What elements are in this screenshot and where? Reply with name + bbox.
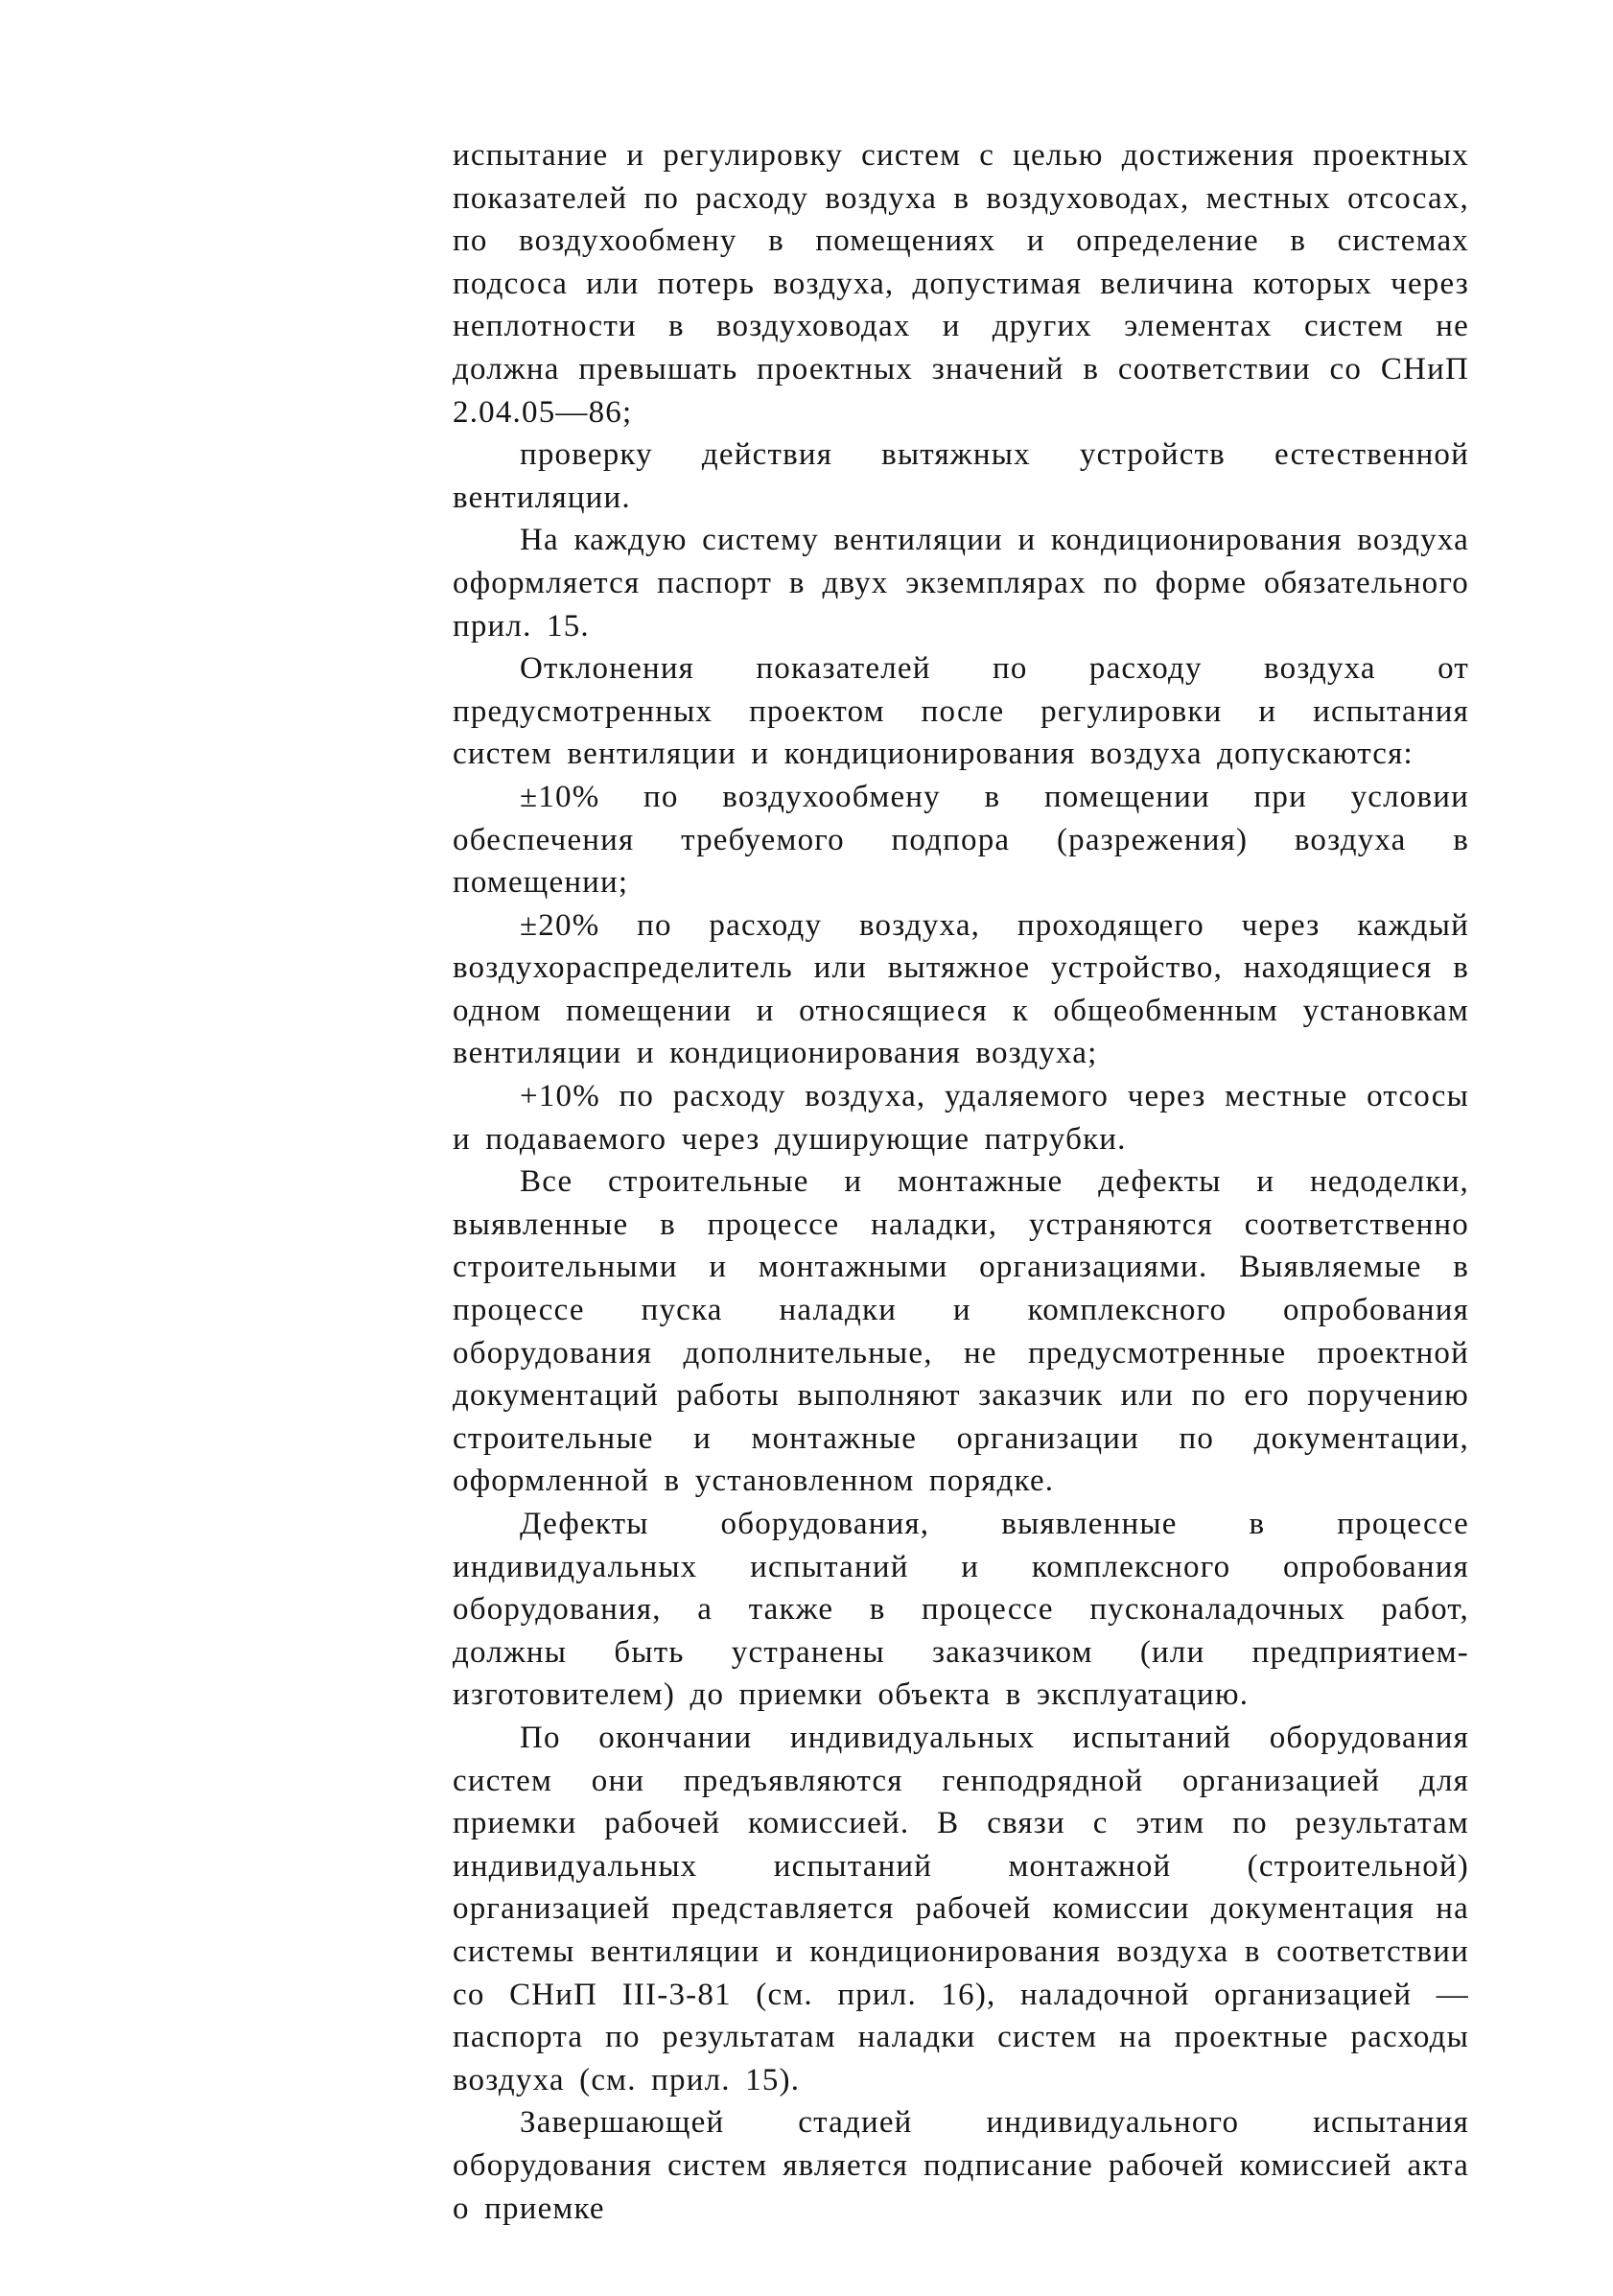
paragraph-11: Завершающей стадией индивидуального испытания оборудования систем является подписание рабочей комиссией акта о приемке xyxy=(453,2105,1469,2226)
paragraph-6: ±20% по расходу воздуха, проходящего через каждый воздухораспределитель или вытяжное устройство, находящиеся в одном помещении и относящиеся к общеобменным установкам вентиляции и кондиционирования воздуха; xyxy=(453,907,1469,1071)
paragraph-4: Отклонения показателей по расходу воздуха от предусмотренных проектом после регулировки и испытания систем вентиляции и кондиционирования воздуха допускаются: xyxy=(453,651,1469,772)
paragraph-5: ±10% по воздухообмену в помещении при условии обеспечения требуемого подпора (разрежения) воздуха в помещении; xyxy=(453,779,1469,901)
paragraph-8: Все строительные и монтажные дефекты и недоделки, выявленные в процессе наладки, устраняются соответственно строительными и монтажными организациями. Выявляемые в процессе пуска наладки и комплексного опробования оборудования дополнительные, не предусмотренные проектной документаций работы выполняют заказчик или по его поручению строительные и монтажные организации по документации, оформленной в установленном порядке. xyxy=(453,1164,1469,1499)
body-text xyxy=(453,134,1469,2230)
paragraph-3: На каждую систему вентиляции и кондиционирования воздуха оформляется паспорт в двух экземплярах по форме обязательного прил. 15. xyxy=(453,523,1469,644)
paragraph-10: По окончании индивидуальных испытаний оборудования систем они предъявляются генподрядной организацией для приемки рабочей комиссией. В связи с этим по результатам индивидуальных испытаний монтажной (строительной) организацией представляется рабочей комиссии документация на системы вентиляции и кондиционирования воздуха в соответствии со СНиП III-3-81 (см. прил. 16), наладочной организацией — паспорта по результатам наладки систем на проектные расходы воздуха (см. прил. 15). xyxy=(453,1720,1469,2097)
paragraph-2: проверку действия вытяжных устройств естественной вентиляции. xyxy=(453,437,1469,515)
paragraph-9: Дефекты оборудования, выявленные в процессе индивидуальных испытаний и комплексного опробования оборудования, а также в процессе пусконаладочных работ, должны быть устранены заказчиком (или предприятием-изготовителем) до приемки объекта в эксплуатацию. xyxy=(453,1507,1469,1713)
paragraph-7: +10% по расходу воздуха, удаляемого через местные отсосы и подаваемого через душирующие патрубки. xyxy=(453,1079,1469,1157)
paragraph-1: испытание и регулировку систем с целью достижения проектных показателей по расходу воздуха в воздуховодах, местных отсосах, по воздухообмену в помещениях и определение в системах подсоса или потерь воздуха, допустимая величина которых через неплотности в воздуховодах и других элементах систем не должна превышать проектных значений в соответствии со СНиП 2.04.05—86; xyxy=(453,138,1469,430)
